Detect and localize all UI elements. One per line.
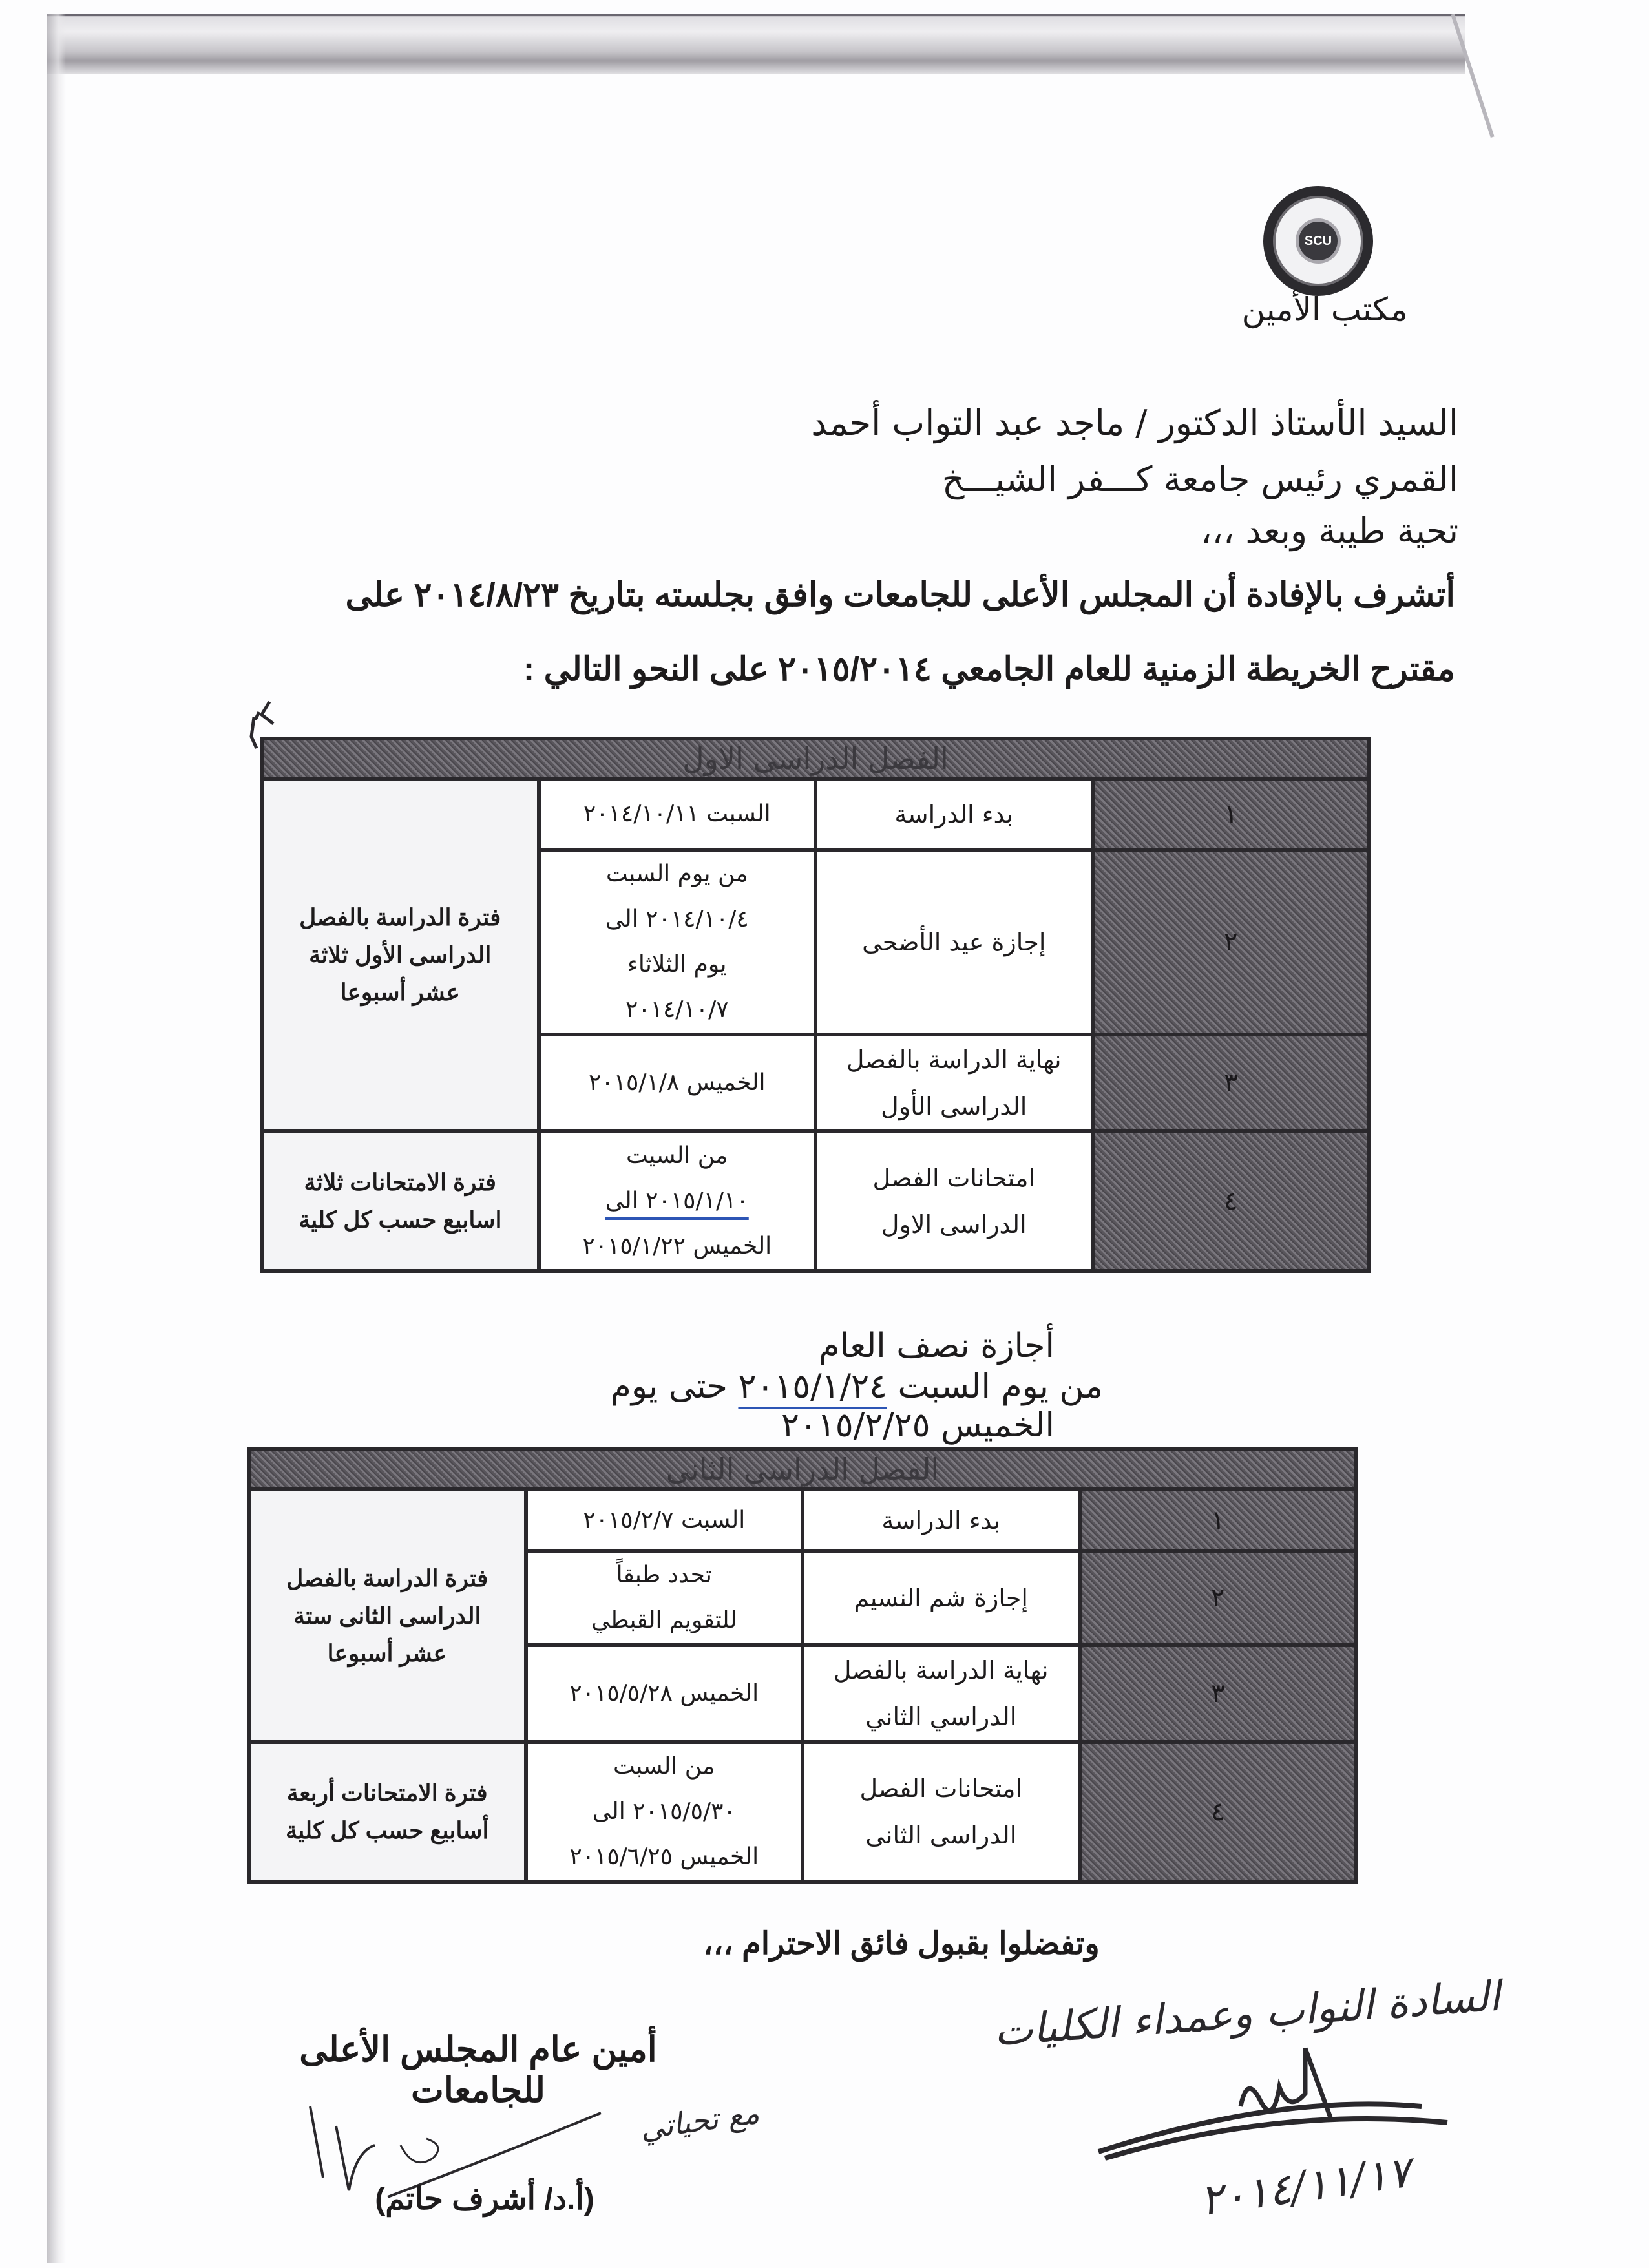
director-signature-icon — [1086, 2055, 1473, 2158]
semester-2-table — [247, 1447, 1358, 1884]
semester-1-exam-note: فترة الامتحانات ثلاثة اسابيع حسب كل كلية — [262, 1131, 539, 1271]
closing-line: وتفضلوا بقبول فائق الاحترام ،،، — [703, 1927, 1100, 1961]
signatory-name: (أ.د/ أشرف حاتم) — [375, 2182, 594, 2216]
table-row — [262, 1131, 1369, 1271]
row-number: ٤ — [1093, 1131, 1370, 1271]
semester-1-table — [260, 737, 1371, 1273]
midyear-until: حتى يوم — [610, 1367, 739, 1406]
date-line: من يوم السبت — [605, 861, 748, 887]
event-date: الخميس ٢٠١٥/٥/٢٨ — [526, 1645, 803, 1742]
logo-ring — [1273, 196, 1363, 286]
date-line: من السبت — [613, 1753, 715, 1780]
event-date: السبت ٢٠١٤/١٠/١١ — [539, 779, 816, 850]
table-row — [249, 1489, 1356, 1551]
office-title: مكتب الأمين — [1241, 291, 1408, 328]
date-line-underlined: ٢٠١٥/١/١٠ الى — [605, 1188, 749, 1214]
body-line-2: مقترح الخريطة الزمنية للعام الجامعي ٢٠١٥/٢٠١٤ على النحو التالي : — [523, 651, 1455, 688]
semester-2-exam-note: فترة الامتحانات أربعة أسابيع حسب كل كلية — [249, 1742, 526, 1882]
scan-fold-line — [1451, 14, 1495, 138]
semester-1-study-note: فترة الدراسة بالفصل الدراسى الأول ثلاثة عشر أسبوعا — [262, 779, 539, 1131]
row-number: ٤ — [1080, 1742, 1357, 1882]
event-label: امتحانات الفصل الدراسى الاول — [815, 1131, 1093, 1271]
event-date: السبت ٢٠١٥/٢/٧ — [526, 1489, 803, 1551]
event-label: نهاية الدراسة بالفصل الدراسي الثاني — [803, 1645, 1080, 1742]
event-label: بدء الدراسة — [803, 1489, 1080, 1551]
body-line-1: أتشرف بالإفادة أن المجلس الأعلى للجامعات وافق بجلسته بتاريخ ٢٠١٤/٨/٢٣ على — [345, 576, 1455, 614]
date-line: تحدد طبقاً — [616, 1562, 712, 1588]
handwritten-routing-note: السادة النواب وعمداء الكليات — [992, 1972, 1502, 2056]
handwritten-date: ٢٠١٤/١١/١٧ — [1197, 2147, 1414, 2226]
event-label: إجازة عيد الأضحى — [815, 850, 1093, 1034]
addressee-line-1: السيد الأستاذ الدكتور / ماجد عبد التواب أحمد — [811, 403, 1458, 443]
addressee-line-2: القمري رئيس جامعة كـــفر الشيـــخ — [941, 459, 1458, 499]
greeting: تحية طيبة وبعد ،،، — [1201, 510, 1458, 551]
event-label: نهاية الدراسة بالفصل الدراسى الأول — [815, 1034, 1093, 1131]
event-date: الخميس ٢٠١٥/١/٨ — [539, 1034, 816, 1131]
date-line: الخميس ٢٠١٥/٦/٢٥ — [569, 1843, 759, 1870]
event-date — [526, 1551, 803, 1645]
date-line: الخميس ٢٠١٥/١/٢٢ — [582, 1233, 772, 1259]
signatory-title: أمين عام المجلس الأعلى للجامعات — [299, 2030, 657, 2110]
row-number: ٣ — [1080, 1645, 1357, 1742]
logo-core-text: SCU — [1296, 218, 1341, 264]
event-label: امتحانات الفصل الدراسى الثانى — [803, 1742, 1080, 1882]
midyear-break-title: أجازة نصف العام — [819, 1327, 1055, 1365]
midyear-break-range — [328, 1369, 1103, 1405]
handwritten-initials: مع تحياتي — [638, 2095, 762, 2147]
midyear-break-end: الخميس ٢٠١٥/٢/٢٥ — [781, 1406, 1055, 1445]
date-line: ٢٠١٤/١٠/٧ — [625, 996, 729, 1023]
semester-1-title: الفصل الدراسى الاول — [262, 739, 1369, 779]
row-number: ٢ — [1093, 850, 1370, 1034]
event-label: بدء الدراسة — [815, 779, 1093, 850]
scan-edge-left — [47, 14, 66, 2263]
row-number: ١ — [1093, 779, 1370, 850]
date-line: ٢٠١٥/٥/٣٠ الى — [592, 1798, 736, 1825]
semester-2-title: الفصل الدراسى الثانى — [249, 1449, 1356, 1489]
table-row — [249, 1742, 1356, 1882]
event-date — [526, 1742, 803, 1882]
event-label: إجازة شم النسيم — [803, 1551, 1080, 1645]
date-line: للتقويم القبطي — [591, 1607, 737, 1633]
date-line: يوم الثلاثاء — [627, 951, 727, 978]
midyear-from: من يوم السبت — [887, 1367, 1103, 1406]
event-date — [539, 850, 816, 1034]
row-number: ٢ — [1080, 1551, 1357, 1645]
date-line: من السيت — [626, 1142, 728, 1169]
row-number: ١ — [1080, 1489, 1357, 1551]
semester-2-study-note: فترة الدراسة بالفصل الدراسى الثانى ستة عشر أسبوعا — [249, 1489, 526, 1742]
scu-logo-icon — [1263, 186, 1373, 296]
table-row — [262, 779, 1369, 850]
scan-shadow-band — [47, 16, 1465, 74]
midyear-start-date: ٢٠١٥/١/٢٤ — [738, 1367, 887, 1406]
date-line: ٢٠١٤/١٠/٤ الى — [605, 906, 749, 932]
event-date — [539, 1131, 816, 1271]
row-number: ٣ — [1093, 1034, 1370, 1131]
